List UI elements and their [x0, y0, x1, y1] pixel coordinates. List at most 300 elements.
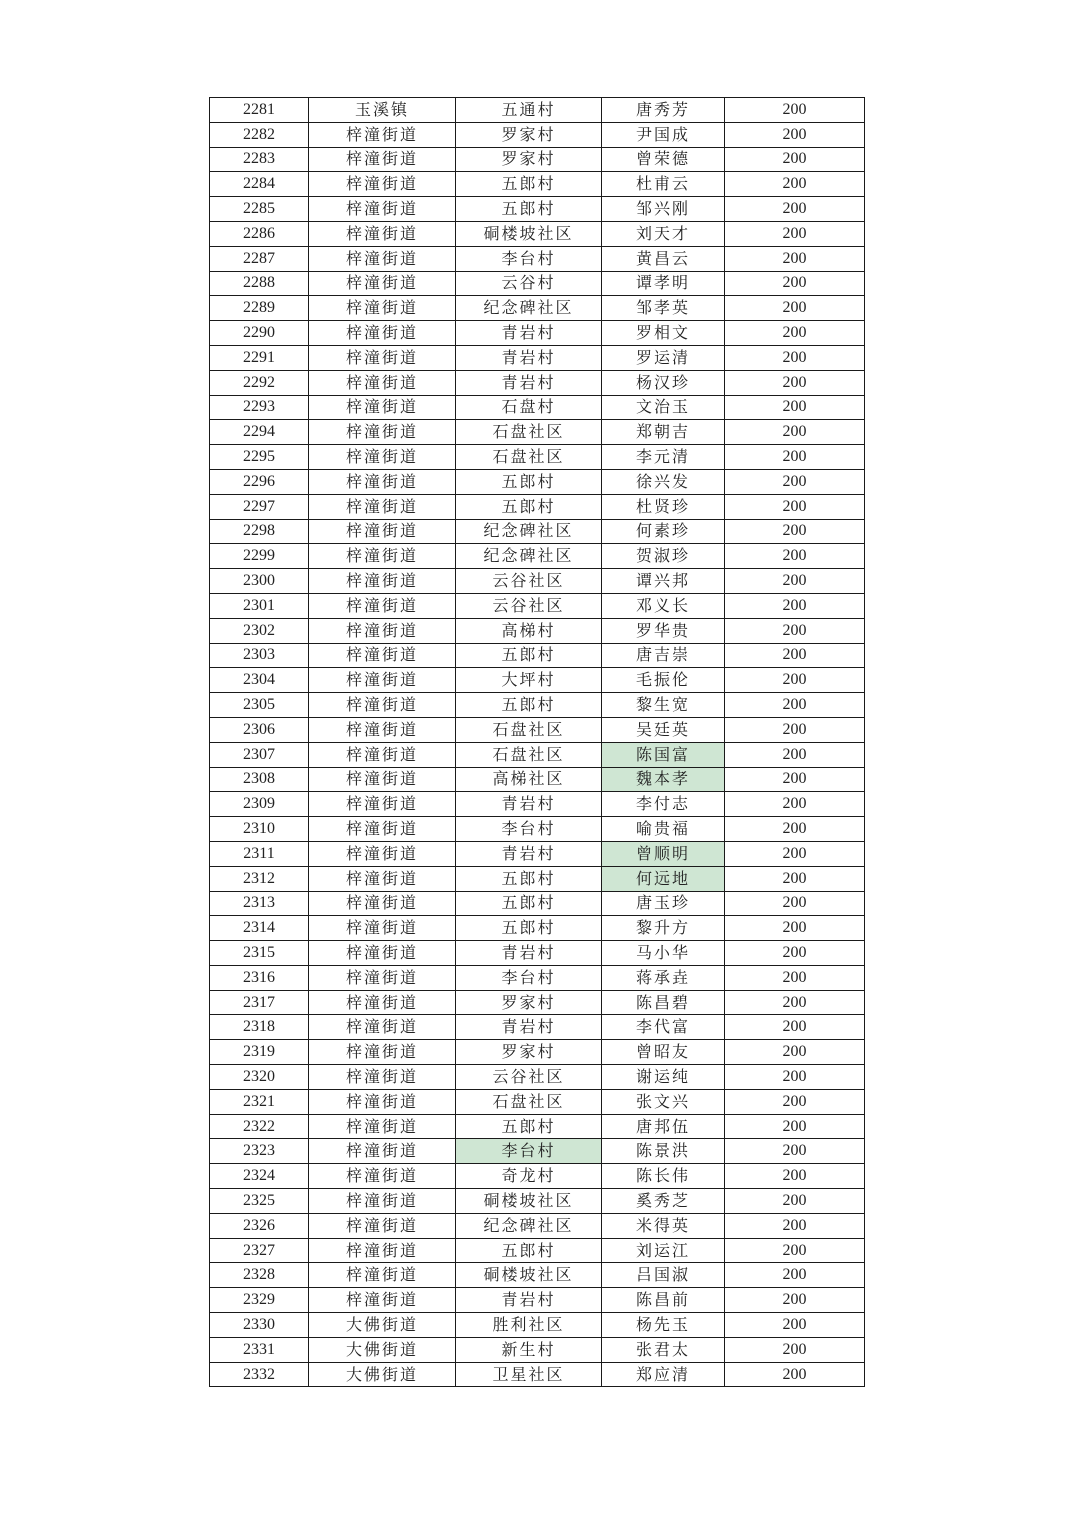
amount-cell: 200	[725, 370, 865, 395]
table-row	[210, 122, 865, 147]
serial-number-cell: 2289	[210, 296, 309, 321]
table-row	[210, 717, 865, 742]
table-row	[210, 941, 865, 966]
person-name-cell: 谭兴邦	[602, 569, 725, 594]
person-name-cell: 尹国成	[602, 122, 725, 147]
serial-number-cell: 2312	[210, 866, 309, 891]
town-cell: 梓潼街道	[309, 841, 456, 866]
table-row	[210, 271, 865, 296]
town-cell: 梓潼街道	[309, 420, 456, 445]
village-cell: 五郎村	[456, 1238, 602, 1263]
village-cell: 五郎村	[456, 866, 602, 891]
table-row	[210, 246, 865, 271]
town-cell: 梓潼街道	[309, 1263, 456, 1288]
amount-cell: 200	[725, 494, 865, 519]
serial-number-cell: 2301	[210, 593, 309, 618]
serial-number-cell: 2296	[210, 469, 309, 494]
town-cell: 梓潼街道	[309, 1189, 456, 1214]
town-cell: 梓潼街道	[309, 618, 456, 643]
amount-cell: 200	[725, 1362, 865, 1387]
serial-number-cell: 2329	[210, 1288, 309, 1313]
table-row	[210, 643, 865, 668]
town-cell: 梓潼街道	[309, 817, 456, 842]
village-cell: 罗家村	[456, 990, 602, 1015]
town-cell: 梓潼街道	[309, 370, 456, 395]
serial-number-cell: 2302	[210, 618, 309, 643]
amount-cell: 200	[725, 1164, 865, 1189]
amount-cell: 200	[725, 296, 865, 321]
table-row	[210, 1065, 865, 1090]
serial-number-cell: 2314	[210, 916, 309, 941]
village-cell: 石盘社区	[456, 742, 602, 767]
serial-number-cell: 2290	[210, 321, 309, 346]
person-name-cell: 陈国富	[602, 742, 725, 767]
town-cell: 梓潼街道	[309, 916, 456, 941]
town-cell: 梓潼街道	[309, 593, 456, 618]
serial-number-cell: 2304	[210, 668, 309, 693]
person-name-cell: 陈景洪	[602, 1139, 725, 1164]
serial-number-cell: 2291	[210, 345, 309, 370]
serial-number-cell: 2321	[210, 1089, 309, 1114]
town-cell: 梓潼街道	[309, 197, 456, 222]
amount-cell: 200	[725, 916, 865, 941]
village-cell: 胜利社区	[456, 1313, 602, 1338]
table-row	[210, 1015, 865, 1040]
table-row	[210, 1040, 865, 1065]
amount-cell: 200	[725, 1189, 865, 1214]
village-cell: 青岩村	[456, 1015, 602, 1040]
amount-cell: 200	[725, 1313, 865, 1338]
serial-number-cell: 2281	[210, 98, 309, 123]
table-row	[210, 147, 865, 172]
serial-number-cell: 2287	[210, 246, 309, 271]
town-cell: 梓潼街道	[309, 668, 456, 693]
amount-cell: 200	[725, 1263, 865, 1288]
serial-number-cell: 2331	[210, 1337, 309, 1362]
village-cell: 石盘村	[456, 395, 602, 420]
person-name-cell: 张君太	[602, 1337, 725, 1362]
serial-number-cell: 2313	[210, 891, 309, 916]
town-cell: 梓潼街道	[309, 321, 456, 346]
person-name-cell: 曾昭友	[602, 1040, 725, 1065]
table-row	[210, 1337, 865, 1362]
person-name-cell: 刘运江	[602, 1238, 725, 1263]
town-cell: 梓潼街道	[309, 891, 456, 916]
table-row	[210, 494, 865, 519]
table-row	[210, 469, 865, 494]
table-row	[210, 593, 865, 618]
town-cell: 梓潼街道	[309, 122, 456, 147]
person-name-cell: 郑朝吉	[602, 420, 725, 445]
town-cell: 梓潼街道	[309, 1213, 456, 1238]
village-cell: 青岩村	[456, 841, 602, 866]
person-name-cell: 魏本孝	[602, 767, 725, 792]
person-name-cell: 吴廷英	[602, 717, 725, 742]
person-name-cell: 何素珍	[602, 519, 725, 544]
amount-cell: 200	[725, 965, 865, 990]
serial-number-cell: 2310	[210, 817, 309, 842]
amount-cell: 200	[725, 1139, 865, 1164]
serial-number-cell: 2324	[210, 1164, 309, 1189]
town-cell: 梓潼街道	[309, 717, 456, 742]
person-name-cell: 徐兴发	[602, 469, 725, 494]
town-cell: 梓潼街道	[309, 1238, 456, 1263]
town-cell: 梓潼街道	[309, 767, 456, 792]
serial-number-cell: 2292	[210, 370, 309, 395]
serial-number-cell: 2309	[210, 792, 309, 817]
town-cell: 梓潼街道	[309, 1065, 456, 1090]
table-row	[210, 965, 865, 990]
serial-number-cell: 2311	[210, 841, 309, 866]
village-cell: 五郎村	[456, 469, 602, 494]
person-name-cell: 陈昌碧	[602, 990, 725, 1015]
table-row	[210, 370, 865, 395]
town-cell: 梓潼街道	[309, 172, 456, 197]
village-cell: 罗家村	[456, 147, 602, 172]
table-row	[210, 569, 865, 594]
amount-cell: 200	[725, 1288, 865, 1313]
person-name-cell: 黄昌云	[602, 246, 725, 271]
village-cell: 李台村	[456, 1139, 602, 1164]
town-cell: 梓潼街道	[309, 221, 456, 246]
serial-number-cell: 2316	[210, 965, 309, 990]
village-cell: 青岩村	[456, 1288, 602, 1313]
table-row	[210, 1213, 865, 1238]
serial-number-cell: 2305	[210, 693, 309, 718]
table-row	[210, 1362, 865, 1387]
amount-cell: 200	[725, 122, 865, 147]
table-row	[210, 172, 865, 197]
village-cell: 石盘社区	[456, 717, 602, 742]
amount-cell: 200	[725, 1015, 865, 1040]
person-name-cell: 张文兴	[602, 1089, 725, 1114]
village-cell: 青岩村	[456, 792, 602, 817]
serial-number-cell: 2326	[210, 1213, 309, 1238]
person-name-cell: 喻贵福	[602, 817, 725, 842]
amount-cell: 200	[725, 1040, 865, 1065]
person-name-cell: 何远地	[602, 866, 725, 891]
town-cell: 梓潼街道	[309, 792, 456, 817]
amount-cell: 200	[725, 593, 865, 618]
person-name-cell: 陈长伟	[602, 1164, 725, 1189]
amount-cell: 200	[725, 668, 865, 693]
amount-cell: 200	[725, 420, 865, 445]
roster-table-body	[210, 98, 865, 1387]
village-cell: 硐楼坡社区	[456, 221, 602, 246]
person-name-cell: 邓义长	[602, 593, 725, 618]
table-row	[210, 841, 865, 866]
serial-number-cell: 2322	[210, 1114, 309, 1139]
person-name-cell: 郑应清	[602, 1362, 725, 1387]
serial-number-cell: 2293	[210, 395, 309, 420]
town-cell: 梓潼街道	[309, 1040, 456, 1065]
amount-cell: 200	[725, 693, 865, 718]
town-cell: 梓潼街道	[309, 494, 456, 519]
person-name-cell: 蒋承垚	[602, 965, 725, 990]
person-name-cell: 李付志	[602, 792, 725, 817]
amount-cell: 200	[725, 445, 865, 470]
serial-number-cell: 2328	[210, 1263, 309, 1288]
amount-cell: 200	[725, 519, 865, 544]
person-name-cell: 李元清	[602, 445, 725, 470]
town-cell: 梓潼街道	[309, 246, 456, 271]
amount-cell: 200	[725, 569, 865, 594]
amount-cell: 200	[725, 792, 865, 817]
table-row	[210, 395, 865, 420]
village-cell: 青岩村	[456, 345, 602, 370]
serial-number-cell: 2308	[210, 767, 309, 792]
table-row	[210, 1288, 865, 1313]
table-row	[210, 1114, 865, 1139]
serial-number-cell: 2303	[210, 643, 309, 668]
amount-cell: 200	[725, 1089, 865, 1114]
table-row	[210, 891, 865, 916]
amount-cell: 200	[725, 1238, 865, 1263]
table-row	[210, 1089, 865, 1114]
village-cell: 五通村	[456, 98, 602, 123]
town-cell: 梓潼街道	[309, 1089, 456, 1114]
amount-cell: 200	[725, 1337, 865, 1362]
table-row	[210, 345, 865, 370]
person-name-cell: 黎生宽	[602, 693, 725, 718]
table-row	[210, 544, 865, 569]
serial-number-cell: 2325	[210, 1189, 309, 1214]
subsidy-roster-table	[209, 97, 865, 1387]
table-row	[210, 742, 865, 767]
person-name-cell: 谢运纯	[602, 1065, 725, 1090]
amount-cell: 200	[725, 1114, 865, 1139]
table-row	[210, 296, 865, 321]
amount-cell: 200	[725, 172, 865, 197]
serial-number-cell: 2320	[210, 1065, 309, 1090]
town-cell: 梓潼街道	[309, 1164, 456, 1189]
table-row	[210, 767, 865, 792]
village-cell: 青岩村	[456, 370, 602, 395]
person-name-cell: 文治玉	[602, 395, 725, 420]
town-cell: 梓潼街道	[309, 941, 456, 966]
serial-number-cell: 2323	[210, 1139, 309, 1164]
table-row	[210, 668, 865, 693]
town-cell: 梓潼街道	[309, 271, 456, 296]
person-name-cell: 杜贤珍	[602, 494, 725, 519]
amount-cell: 200	[725, 1213, 865, 1238]
table-row	[210, 990, 865, 1015]
person-name-cell: 贺淑珍	[602, 544, 725, 569]
amount-cell: 200	[725, 990, 865, 1015]
table-row	[210, 98, 865, 123]
town-cell: 梓潼街道	[309, 643, 456, 668]
table-row	[210, 321, 865, 346]
town-cell: 梓潼街道	[309, 519, 456, 544]
town-cell: 梓潼街道	[309, 1288, 456, 1313]
person-name-cell: 唐玉珍	[602, 891, 725, 916]
village-cell: 李台村	[456, 246, 602, 271]
village-cell: 云谷社区	[456, 569, 602, 594]
serial-number-cell: 2317	[210, 990, 309, 1015]
table-row	[210, 817, 865, 842]
village-cell: 五郎村	[456, 916, 602, 941]
town-cell: 梓潼街道	[309, 395, 456, 420]
serial-number-cell: 2319	[210, 1040, 309, 1065]
amount-cell: 200	[725, 742, 865, 767]
table-row	[210, 618, 865, 643]
town-cell: 梓潼街道	[309, 469, 456, 494]
village-cell: 卫星社区	[456, 1362, 602, 1387]
amount-cell: 200	[725, 321, 865, 346]
village-cell: 云谷村	[456, 271, 602, 296]
serial-number-cell: 2297	[210, 494, 309, 519]
village-cell: 硐楼坡社区	[456, 1263, 602, 1288]
village-cell: 云谷社区	[456, 1065, 602, 1090]
person-name-cell: 杨先玉	[602, 1313, 725, 1338]
village-cell: 五郎村	[456, 494, 602, 519]
village-cell: 纪念碑社区	[456, 544, 602, 569]
amount-cell: 200	[725, 618, 865, 643]
village-cell: 奇龙村	[456, 1164, 602, 1189]
village-cell: 石盘社区	[456, 445, 602, 470]
person-name-cell: 罗相文	[602, 321, 725, 346]
serial-number-cell: 2284	[210, 172, 309, 197]
village-cell: 硐楼坡社区	[456, 1189, 602, 1214]
serial-number-cell: 2285	[210, 197, 309, 222]
village-cell: 五郎村	[456, 891, 602, 916]
person-name-cell: 李代富	[602, 1015, 725, 1040]
table-row	[210, 197, 865, 222]
town-cell: 梓潼街道	[309, 345, 456, 370]
town-cell: 梓潼街道	[309, 445, 456, 470]
serial-number-cell: 2327	[210, 1238, 309, 1263]
village-cell: 纪念碑社区	[456, 296, 602, 321]
serial-number-cell: 2298	[210, 519, 309, 544]
village-cell: 五郎村	[456, 197, 602, 222]
town-cell: 梓潼街道	[309, 965, 456, 990]
person-name-cell: 谭孝明	[602, 271, 725, 296]
serial-number-cell: 2294	[210, 420, 309, 445]
town-cell: 玉溪镇	[309, 98, 456, 123]
person-name-cell: 曾顺明	[602, 841, 725, 866]
village-cell: 大坪村	[456, 668, 602, 693]
table-row	[210, 866, 865, 891]
table-row	[210, 916, 865, 941]
town-cell: 梓潼街道	[309, 1015, 456, 1040]
town-cell: 大佛街道	[309, 1313, 456, 1338]
table-row	[210, 420, 865, 445]
table-row	[210, 221, 865, 246]
village-cell: 石盘社区	[456, 420, 602, 445]
person-name-cell: 唐吉崇	[602, 643, 725, 668]
serial-number-cell: 2286	[210, 221, 309, 246]
village-cell: 罗家村	[456, 1040, 602, 1065]
village-cell: 李台村	[456, 817, 602, 842]
serial-number-cell: 2315	[210, 941, 309, 966]
amount-cell: 200	[725, 221, 865, 246]
village-cell: 五郎村	[456, 693, 602, 718]
serial-number-cell: 2318	[210, 1015, 309, 1040]
serial-number-cell: 2306	[210, 717, 309, 742]
person-name-cell: 邹孝英	[602, 296, 725, 321]
town-cell: 梓潼街道	[309, 569, 456, 594]
town-cell: 梓潼街道	[309, 1114, 456, 1139]
village-cell: 新生村	[456, 1337, 602, 1362]
village-cell: 云谷社区	[456, 593, 602, 618]
serial-number-cell: 2330	[210, 1313, 309, 1338]
serial-number-cell: 2295	[210, 445, 309, 470]
village-cell: 高梯社区	[456, 767, 602, 792]
serial-number-cell: 2283	[210, 147, 309, 172]
amount-cell: 200	[725, 717, 865, 742]
village-cell: 五郎村	[456, 1114, 602, 1139]
amount-cell: 200	[725, 544, 865, 569]
amount-cell: 200	[725, 98, 865, 123]
village-cell: 五郎村	[456, 643, 602, 668]
town-cell: 大佛街道	[309, 1362, 456, 1387]
amount-cell: 200	[725, 147, 865, 172]
table-row	[210, 1139, 865, 1164]
person-name-cell: 邹兴刚	[602, 197, 725, 222]
town-cell: 梓潼街道	[309, 544, 456, 569]
amount-cell: 200	[725, 866, 865, 891]
amount-cell: 200	[725, 395, 865, 420]
person-name-cell: 杜甫云	[602, 172, 725, 197]
table-row	[210, 1189, 865, 1214]
table-row	[210, 445, 865, 470]
amount-cell: 200	[725, 643, 865, 668]
town-cell: 梓潼街道	[309, 147, 456, 172]
village-cell: 五郎村	[456, 172, 602, 197]
amount-cell: 200	[725, 767, 865, 792]
town-cell: 大佛街道	[309, 1337, 456, 1362]
person-name-cell: 唐秀芳	[602, 98, 725, 123]
amount-cell: 200	[725, 469, 865, 494]
serial-number-cell: 2288	[210, 271, 309, 296]
village-cell: 青岩村	[456, 941, 602, 966]
serial-number-cell: 2332	[210, 1362, 309, 1387]
village-cell: 高梯村	[456, 618, 602, 643]
person-name-cell: 唐邦伍	[602, 1114, 725, 1139]
person-name-cell: 吕国淑	[602, 1263, 725, 1288]
person-name-cell: 黎升方	[602, 916, 725, 941]
amount-cell: 200	[725, 1065, 865, 1090]
town-cell: 梓潼街道	[309, 296, 456, 321]
serial-number-cell: 2282	[210, 122, 309, 147]
person-name-cell: 罗运清	[602, 345, 725, 370]
person-name-cell: 米得英	[602, 1213, 725, 1238]
amount-cell: 200	[725, 891, 865, 916]
amount-cell: 200	[725, 841, 865, 866]
town-cell: 梓潼街道	[309, 866, 456, 891]
village-cell: 石盘社区	[456, 1089, 602, 1114]
person-name-cell: 马小华	[602, 941, 725, 966]
amount-cell: 200	[725, 197, 865, 222]
table-row	[210, 1313, 865, 1338]
person-name-cell: 奚秀芝	[602, 1189, 725, 1214]
person-name-cell: 毛振伦	[602, 668, 725, 693]
amount-cell: 200	[725, 271, 865, 296]
village-cell: 罗家村	[456, 122, 602, 147]
village-cell: 李台村	[456, 965, 602, 990]
amount-cell: 200	[725, 345, 865, 370]
village-cell: 青岩村	[456, 321, 602, 346]
person-name-cell: 曾荣德	[602, 147, 725, 172]
person-name-cell: 罗华贵	[602, 618, 725, 643]
table-row	[210, 1263, 865, 1288]
village-cell: 纪念碑社区	[456, 519, 602, 544]
amount-cell: 200	[725, 246, 865, 271]
table-row	[210, 792, 865, 817]
village-cell: 纪念碑社区	[456, 1213, 602, 1238]
serial-number-cell: 2300	[210, 569, 309, 594]
person-name-cell: 陈昌前	[602, 1288, 725, 1313]
